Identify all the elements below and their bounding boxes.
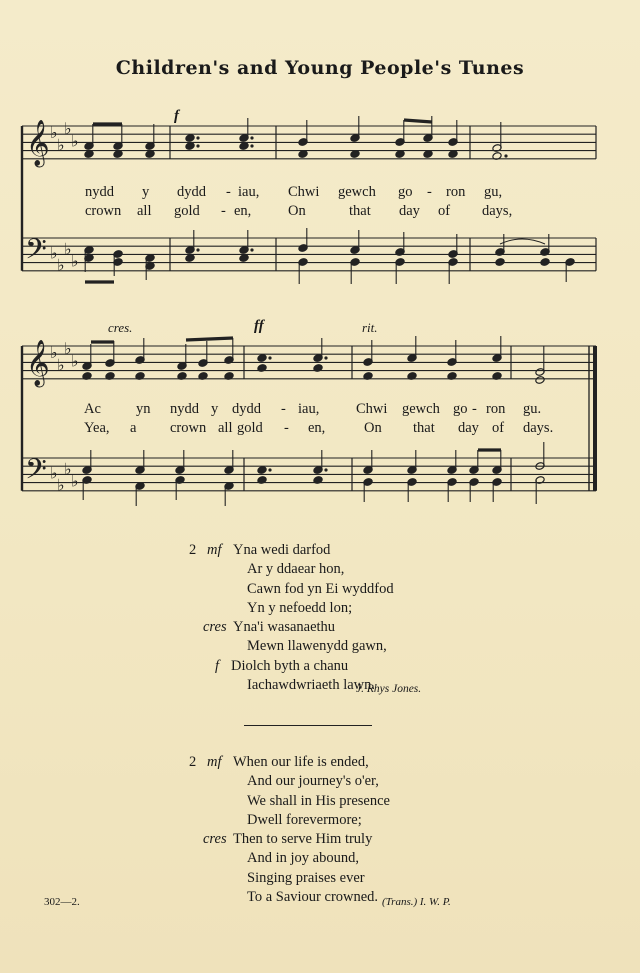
lyric-syllable: Chwi — [356, 401, 388, 417]
lyric-syllable: en, — [234, 203, 252, 219]
note-dot — [250, 136, 253, 139]
note-dot — [324, 468, 327, 471]
flat-sign: ♭ — [64, 239, 72, 259]
final-barline — [593, 346, 597, 491]
lyric-syllable: of — [492, 420, 505, 436]
verse-line — [189, 657, 489, 676]
flat-sign: ♭ — [64, 119, 72, 139]
lyric-syllable: - — [281, 401, 286, 417]
note-dot — [268, 468, 271, 471]
tie-slur — [500, 239, 545, 244]
beam — [186, 338, 233, 340]
verse-text: Yna'i wasanaethu — [233, 619, 336, 636]
note-dot — [196, 136, 199, 139]
verse-welsh — [189, 541, 489, 695]
verse-text: And our journey's o'er, — [247, 773, 379, 790]
lyric-syllable: dydd — [232, 401, 261, 417]
treble-clef: 𝄞 — [26, 120, 50, 166]
lyric-syllable: gu. — [523, 401, 542, 417]
lyric-syllable: days. — [523, 420, 554, 436]
lyric-syllable: gewch — [402, 401, 440, 417]
note-dot — [250, 144, 253, 147]
dynamic-rit: rit. — [362, 320, 378, 335]
lyric-syllable: of — [438, 203, 451, 219]
verse-dynamic: cres — [203, 831, 227, 848]
note-head — [495, 258, 505, 267]
lyric-syllable: ron — [446, 184, 466, 200]
lyric-syllable: gu, — [484, 184, 503, 200]
verse-text: Dwell forevermore; — [247, 811, 362, 828]
lyric-syllable: a — [130, 420, 137, 436]
lyric-syllable: crown — [170, 420, 207, 436]
lyric-syllable: that — [413, 420, 435, 436]
lyric-syllable: ron — [486, 401, 506, 417]
bass-clef: 𝄢 — [25, 233, 47, 273]
lyric-syllable: Chwi — [288, 184, 320, 200]
flat-sign: ♭ — [50, 463, 58, 483]
lyric-syllable: all — [137, 203, 152, 219]
flat-sign: ♭ — [50, 343, 58, 363]
verse-number: 2 — [189, 542, 197, 558]
dynamic-forte: f — [174, 108, 179, 124]
lyric-syllable: iau, — [238, 184, 260, 200]
verse-dynamic: mf — [207, 754, 222, 770]
flat-sign: ♭ — [64, 339, 72, 359]
flat-sign: ♭ — [57, 355, 65, 375]
flat-sign: ♭ — [57, 475, 65, 495]
note-dot — [504, 154, 507, 157]
verse-text: Cawn fod yn Ei wyddfod — [247, 580, 394, 597]
verse-text: Then to serve Him truly — [233, 831, 373, 848]
lyric-syllable: y — [142, 184, 150, 200]
lyric-syllable: nydd — [85, 184, 114, 200]
verse-text: Yn y nefoedd lon; — [247, 599, 353, 616]
flat-sign: ♭ — [64, 459, 72, 479]
lyric-syllable: go — [398, 184, 413, 200]
lyric-syllable: dydd — [177, 184, 206, 200]
lyric-syllable: day — [458, 420, 479, 436]
lyric-syllable: gold — [237, 420, 263, 436]
verse-text: To a Saviour crowned. — [247, 889, 379, 906]
verse-line — [189, 541, 489, 560]
flat-sign: ♭ — [71, 471, 79, 491]
verse-line — [189, 637, 489, 656]
verse-line — [189, 792, 489, 811]
lyric-syllable: On — [364, 420, 382, 436]
verse-text: Iachawdwriaeth lawn. — [247, 677, 376, 694]
note-head — [257, 354, 267, 363]
lyric-syllable: On — [288, 203, 306, 219]
bass-clef: 𝄢 — [25, 453, 47, 493]
verse-text: Diolch byth a chanu — [231, 657, 349, 674]
flat-sign: ♭ — [57, 135, 65, 155]
separator-rule — [244, 725, 372, 726]
verse-line — [189, 618, 489, 637]
dynamic-cres: cres. — [108, 320, 133, 335]
note-dot — [196, 248, 199, 251]
lyric-syllable: - — [226, 184, 231, 200]
note-head — [185, 134, 195, 143]
verse-english — [189, 753, 489, 907]
page-title: Children's and Young People's Tunes — [115, 57, 525, 79]
verse-text: And in joy abound, — [247, 850, 359, 867]
note-dot — [268, 356, 271, 359]
verse-dynamic: f — [215, 657, 220, 674]
lyric-syllable: crown — [85, 203, 122, 219]
lyric-syllable: yn — [136, 401, 151, 417]
treble-clef: 𝄞 — [26, 340, 50, 386]
flat-sign: ♭ — [71, 131, 79, 151]
lyric-syllable: day — [399, 203, 420, 219]
lyric-syllable: nydd — [170, 401, 199, 417]
note-dot — [324, 356, 327, 359]
verse-line — [189, 869, 489, 888]
lyric-syllable: iau, — [298, 401, 320, 417]
lyric-syllable: - — [427, 184, 432, 200]
translator-credit: (Trans.) I. W. P. — [382, 896, 451, 908]
lyric-syllable: gewch — [338, 184, 376, 200]
verse-line — [189, 811, 489, 830]
lyric-syllable: gold — [174, 203, 200, 219]
flat-sign: ♭ — [50, 123, 58, 143]
lyric-syllable: - — [472, 401, 477, 417]
note-head — [540, 258, 550, 267]
dynamic-fortissimo: ff — [254, 318, 264, 334]
flat-sign: ♭ — [71, 251, 79, 271]
flat-sign: ♭ — [71, 351, 79, 371]
verse-text: Ar y ddaear hon, — [247, 561, 345, 578]
verse-line — [189, 560, 489, 579]
lyric-syllable: go — [453, 401, 468, 417]
lyric-syllable: en, — [308, 420, 326, 436]
lyric-syllable: Yea, — [84, 420, 110, 436]
verse-dynamic: cres — [203, 619, 227, 636]
lyric-syllable: that — [349, 203, 371, 219]
verse-text: Singing praises ever — [247, 869, 365, 886]
lyric-syllable: - — [221, 203, 226, 219]
verse-line — [189, 753, 489, 772]
verse-text: When our life is ended, — [233, 754, 369, 770]
lyric-syllable: all — [218, 420, 233, 436]
lyric-syllable: Ac — [84, 401, 101, 417]
beam — [404, 120, 432, 122]
verse-number: 2 — [189, 754, 197, 770]
verse-line — [189, 676, 489, 695]
verse-line — [189, 772, 489, 791]
lyric-syllable: days, — [482, 203, 513, 219]
verse-text: Mewn llawenydd gawn, — [247, 638, 387, 655]
note-head — [257, 466, 267, 475]
flat-sign: ♭ — [57, 255, 65, 275]
page-code: 302—2. — [44, 896, 80, 908]
lyric-syllable: - — [284, 420, 289, 436]
verse-dynamic: mf — [207, 542, 222, 558]
verse-text: We shall in His presence — [247, 792, 390, 809]
flat-sign: ♭ — [50, 243, 58, 263]
verse-line — [189, 849, 489, 868]
note-dot — [196, 144, 199, 147]
note-head — [535, 376, 545, 385]
lyric-syllable: y — [211, 401, 219, 417]
note-dot — [250, 248, 253, 251]
verse-text: Yna wedi darfod — [233, 542, 331, 558]
verse-line — [189, 830, 489, 849]
verse-author: J. Rhys Jones. — [356, 683, 422, 695]
verse-line — [189, 599, 489, 618]
verse-line — [189, 580, 489, 599]
